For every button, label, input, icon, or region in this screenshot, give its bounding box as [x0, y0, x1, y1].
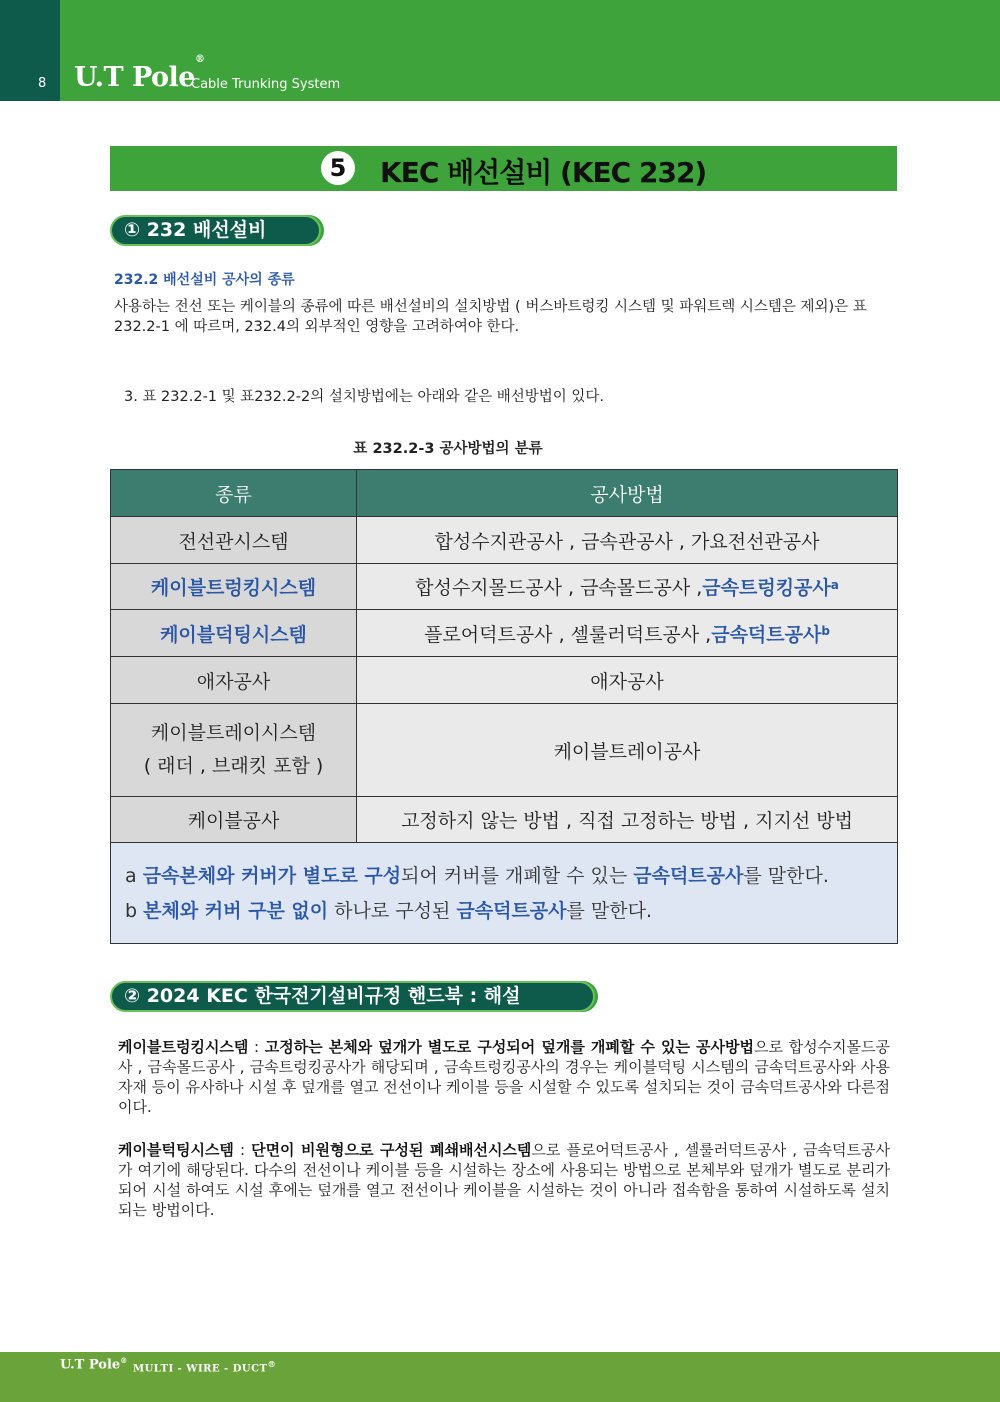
part2-paragraph-ducting [118, 1140, 890, 1220]
row-type-line1: 케이블트레이시스템 [150, 722, 317, 744]
table-footnotes [111, 843, 897, 943]
construction-method-table [110, 469, 898, 944]
footer-brand-name: U.T Pole [60, 1357, 121, 1373]
page-number-tab [0, 0, 60, 101]
footnote-a [125, 859, 883, 894]
term-separator: : [233, 1141, 252, 1159]
table-caption-text: 표 232.2-3 공사방법의 분류 [353, 441, 543, 457]
footnote-b [125, 894, 883, 929]
brand-logo [74, 54, 205, 93]
row-type [111, 704, 357, 796]
brand-name: U.T Pole [74, 62, 195, 93]
row-method-text: 플로어덕트공사 , 셀룰러덕트공사 , [424, 623, 712, 646]
footnote-b-bold2: 금속덕트공사 [456, 900, 567, 922]
row-method [357, 610, 897, 656]
table-row [111, 564, 897, 610]
page-header [0, 0, 1000, 101]
table-header-row [111, 470, 897, 517]
row-type: 케이블덕팅시스템 [111, 610, 357, 656]
section-banner [110, 146, 897, 191]
page-number: 8 [38, 76, 47, 91]
part2-heading: ② 2024 KEC 한국전기설비규정 핸드북 : 해설 [110, 981, 595, 1012]
table-row [111, 797, 897, 843]
row-method [357, 564, 897, 609]
term-ducting: 케이블턱팅시스템 [118, 1141, 234, 1159]
part1-item3: 3. 표 232.2-1 및 표232.2-2의 설치방법에는 아래와 같은 배선방법이 있다. [124, 389, 605, 405]
part1-heading: ① 232 배선설비 [110, 215, 321, 246]
footnote-b-bold1: 본체와 커버 구분 없이 [143, 900, 329, 922]
footer-brand [60, 1356, 127, 1372]
footer-tagline-mark: ® [267, 1359, 277, 1369]
term-separator: : [248, 1038, 265, 1056]
footer-tagline-text: MULTI - WIRE - DUCT [133, 1363, 268, 1375]
table-caption [0, 437, 1000, 458]
header-type: 종류 [111, 470, 357, 516]
row-method: 합성수지관공사 , 금속관공사 , 가요전선관공사 [357, 517, 897, 563]
row-method: 고정하지 않는 방법 , 직접 고정하는 방법 , 지지선 방법 [357, 797, 897, 842]
footnote-a-text1: 되어 커버를 개폐할 수 있는 [401, 865, 634, 887]
footnote-a-text2: 를 말한다. [743, 865, 829, 887]
footnote-a-bold2: 금속덕트공사 [633, 865, 744, 887]
row-method-text: 합성수지몰드공사 , 금속몰드공사 , [415, 577, 703, 599]
footer-tagline [133, 1359, 276, 1374]
row-type-line2: ( 래더 , 브래킷 포함 ) [143, 755, 324, 777]
page-footer [0, 1352, 1000, 1402]
table-row [111, 704, 897, 797]
header-subtitle: Cable Trunking System [191, 77, 341, 92]
para1-text: 으로 합성수지몰드공사 , 금속몰드공사 , 금속트렁킹공사가 해당되며 , 금속트렁킹공사의 경우는 케이블덕팅 시스템의 금속덕트공사와 사용자재 등이 유사하나 시설 후 덮개를 열고 전선이나 케이블 등을 시설할 수 있도록 설치되는 것이 금속덕트공사와 다른점이다. [118, 1038, 891, 1116]
header-method: 공사방법 [357, 470, 897, 516]
row-type: 케이블공사 [111, 797, 357, 842]
part1-paragraph: 사용하는 전선 또는 케이블의 종류에 따른 배선설비의 설치방법 ( 버스바트렁킹 시스템 및 파워트렉 시스템은 제외)은 표 232.2-1 에 따르며, 232.4의 외부적인 영향을 고려하여야 한다. [114, 299, 867, 335]
part2-paragraph-trunking [118, 1037, 890, 1117]
row-type: 케이블트렁킹시스템 [111, 564, 357, 609]
footnote-b-text2: 를 말한다. [566, 900, 653, 922]
part1-subheading: 232.2 배선설비 공사의 종류 [114, 272, 295, 288]
table-row [111, 517, 897, 564]
term-trunking: 케이블트렁킹시스템 [118, 1038, 249, 1056]
brand-registered-mark: ® [194, 54, 205, 65]
para1-bold: 고정하는 본체와 덮개가 별도로 구성되어 덮개를 개폐할 수 있는 공사방법 [264, 1038, 754, 1056]
footnote-mark-b: b [821, 624, 830, 638]
row-type: 전선관시스템 [111, 517, 357, 563]
section-title: KEC 배선설비 (KEC 232) [380, 156, 707, 189]
table-row [111, 657, 897, 704]
row-method-highlight: 금속트렁킹공사 [702, 577, 831, 599]
footnote-b-text1: 하나로 구성된 [328, 900, 457, 922]
footnote-b-prefix: b [125, 900, 144, 922]
row-method-highlight: 금속덕트공사 [711, 623, 822, 646]
footnote-a-bold1: 금속본체와 커버가 별도로 구성 [142, 865, 402, 887]
para2-text: 으로 플로어덕트공사 , 셀룰러덕트공사 , 금속덕트공사가 여기에 해당된다. 다수의 전선이나 케이블 등을 시설하는 장소에 사용되는 방법으로 본체부와 덮개가 별도로 분리가 되어 시설 하여도 시설 후에는 덮개를 열고 전선이나 케이블을 시설하는 것이 아니라 접속함을 통하여 시설하도록 설치되는 방법이다. [118, 1141, 890, 1219]
footnote-mark-a: a [830, 577, 839, 592]
footer-brand-mark: ® [120, 1356, 128, 1365]
table-row [111, 610, 897, 657]
section-number-badge: 5 [321, 151, 355, 185]
row-type: 애자공사 [111, 657, 357, 703]
para2-bold: 단면이 비원형으로 구성된 폐쇄배선시스템 [251, 1141, 532, 1159]
row-method: 애자공사 [357, 657, 897, 703]
footnote-a-prefix: a [125, 865, 143, 887]
row-method: 케이블트레이공사 [357, 704, 897, 796]
